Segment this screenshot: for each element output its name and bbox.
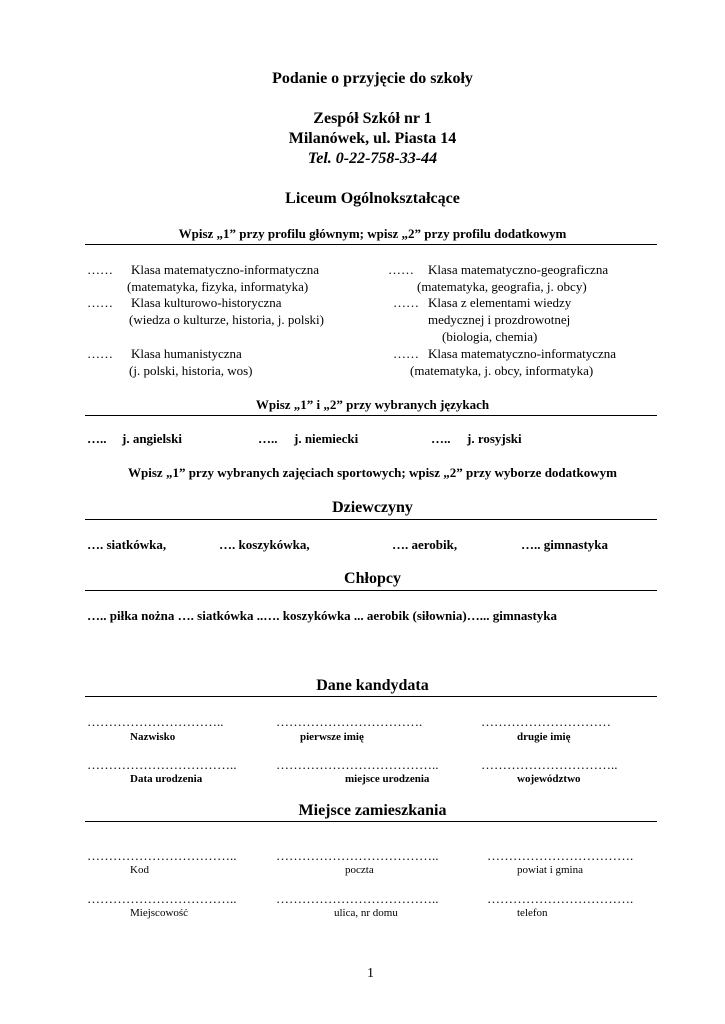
profile-detail: (matematyka, fizyka, informatyka) (127, 279, 309, 294)
language-dots[interactable]: ….. (87, 431, 107, 446)
language-dots[interactable]: ….. (431, 431, 451, 446)
voivodeship-field[interactable]: ………………………….. (481, 757, 618, 772)
profile-instruction: Wpisz „1” przy profilu głównym; wpisz „2” przy profilu dodatkowym (178, 226, 567, 241)
profile-dots[interactable]: …… (393, 295, 419, 310)
language-german: j. niemiecki (294, 431, 359, 446)
voivodeship-label: województwo (517, 773, 581, 785)
candidate-heading: Dane kandydata (316, 677, 429, 694)
sport-option[interactable]: …. koszykówka, (219, 537, 310, 552)
profile-name: Klasa matematyczno-geograficzna (428, 262, 609, 277)
boys-sports-line[interactable]: ….. piłka nożna …. siatkówka ..…. koszykówka ... aerobik (siłownia)…... gimnastyka (87, 608, 558, 623)
sport-option[interactable]: ….. gimnastyka (521, 537, 609, 552)
birth-date-label: Data urodzenia (130, 773, 203, 785)
profile-name: Klasa matematyczno-informatyczna (131, 262, 320, 277)
divider (85, 696, 657, 697)
school-address: Milanówek, ul. Piasta 14 (288, 130, 457, 147)
girls-heading: Dziewczyny (332, 499, 413, 516)
street-label: ulica, nr domu (334, 907, 398, 919)
sport-option[interactable]: …. aerobik, (392, 537, 458, 552)
profile-name: Klasa humanistyczna (131, 346, 242, 361)
divider (85, 244, 657, 245)
county-label: powiat i gmina (517, 864, 583, 876)
phone-field[interactable]: ……………………………. (487, 891, 634, 906)
profile-detail: (matematyka, geografia, j. obcy) (417, 279, 587, 294)
profile-dots[interactable]: …… (87, 346, 113, 361)
divider (85, 590, 657, 591)
street-field[interactable]: ……………………………….. (276, 891, 439, 906)
profile-name: Klasa matematyczno-informatyczna (428, 346, 617, 361)
profile-dots[interactable]: …… (87, 295, 113, 310)
birth-place-field[interactable]: ……………………………….. (276, 757, 439, 772)
profile-dots[interactable]: …… (87, 262, 113, 277)
profile-dots[interactable]: …… (388, 262, 414, 277)
profile-dots[interactable]: …… (393, 346, 419, 361)
phone-label: telefon (517, 907, 548, 919)
language-english: j. angielski (122, 431, 182, 446)
school-phone: Tel. 0-22-758-33-44 (307, 150, 438, 167)
city-field[interactable]: …………………………….. (87, 891, 237, 906)
sports-instruction: Wpisz „1” przy wybranych zajęciach sportowych; wpisz „2” przy wyborze dodatkowym (128, 465, 617, 480)
profile-detail: (j. polski, historia, wos) (129, 363, 253, 378)
school-type: Liceum Ogólnokształcące (285, 190, 460, 207)
birth-place-label: miejsce urodzenia (345, 773, 430, 785)
school-name: Zespół Szkół nr 1 (313, 110, 432, 127)
birth-date-field[interactable]: …………………………….. (87, 757, 237, 772)
divider (85, 821, 657, 822)
first-name-label: pierwsze imię (300, 731, 364, 743)
language-instruction: Wpisz „1” i „2” przy wybranych językach (255, 397, 490, 412)
postal-code-label: Kod (130, 864, 149, 876)
second-name-field[interactable]: ………………………… (481, 714, 611, 729)
sport-option[interactable]: …. siatkówka, (87, 537, 167, 552)
surname-field[interactable]: ………………………….. (87, 714, 224, 729)
post-office-label: poczta (345, 864, 374, 876)
profile-detail: (matematyka, j. obcy, informatyka) (410, 363, 594, 378)
county-field[interactable]: ……………………………. (487, 848, 634, 863)
second-name-label: drugie imię (517, 731, 571, 743)
profile-detail: (wiedza o kulturze, historia, j. polski) (129, 312, 324, 327)
profile-name: Klasa z elementami wiedzy (428, 295, 572, 310)
language-dots[interactable]: ….. (258, 431, 278, 446)
city-label: Miejscowość (130, 907, 189, 919)
boys-heading: Chłopcy (344, 570, 401, 587)
postal-code-field[interactable]: …………………………….. (87, 848, 237, 863)
divider (85, 519, 657, 520)
profile-name: Klasa kulturowo-historyczna (131, 295, 282, 310)
form-title: Podanie o przyjęcie do szkoły (272, 70, 473, 87)
profile-detail: (biologia, chemia) (442, 329, 538, 344)
surname-label: Nazwisko (130, 731, 176, 743)
language-russian: j. rosyjski (467, 431, 522, 446)
first-name-field[interactable]: ……………………………. (276, 714, 423, 729)
residence-heading: Miejsce zamieszkania (298, 802, 447, 819)
post-office-field[interactable]: ……………………………….. (276, 848, 439, 863)
page-number: 1 (367, 966, 374, 981)
divider (85, 415, 657, 416)
profile-detail: medycznej i prozdrowotnej (428, 312, 571, 327)
